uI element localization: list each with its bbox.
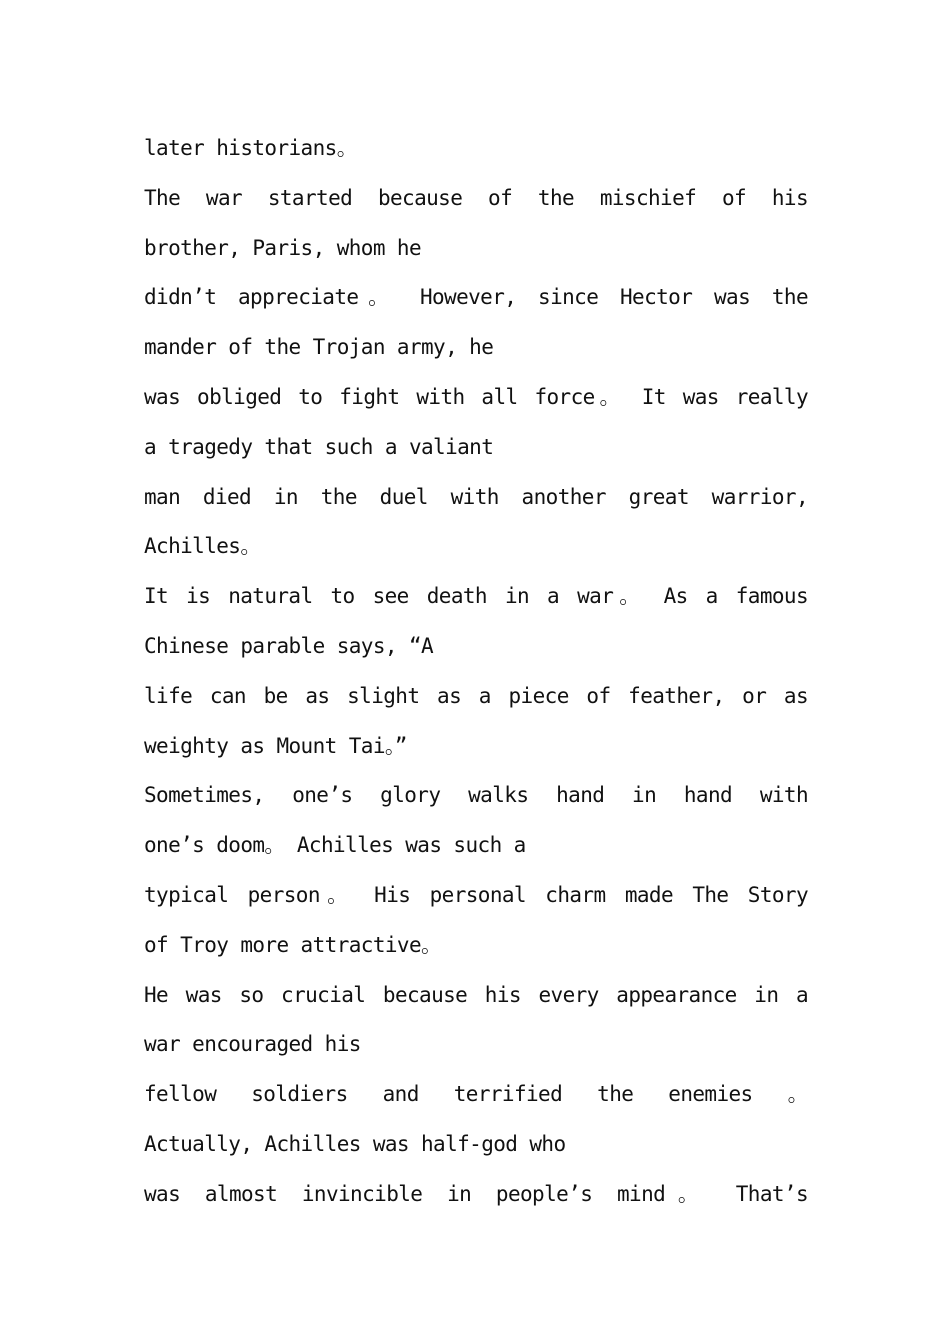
text-line: mander of the Trojan army, he — [144, 335, 494, 360]
text-line: It is natural to see death in a war。 As a famous — [144, 584, 808, 609]
text-line: weighty as Mount Tai。” — [144, 733, 407, 758]
text-line: typical person。 His personal charm made The Story — [144, 882, 808, 907]
text-line: man died in the duel with another great warrior, — [144, 484, 808, 509]
text-line: was obliged to fight with all force。 It was really — [144, 384, 808, 409]
text-line: later historians。 — [144, 136, 358, 160]
text-line: war encouraged his — [144, 1032, 361, 1057]
text-line: of Troy more attractive。 — [144, 932, 442, 957]
text-line: a tragedy that such a valiant — [144, 434, 494, 459]
text-line: didn’t appreciate。 However, since Hector was the — [144, 285, 808, 310]
text-line: Achilles。 — [144, 534, 261, 559]
text-line: brother, Paris, whom he — [144, 235, 421, 260]
text-line: The war started because of the mischief of his — [144, 185, 808, 210]
text-line: fellow soldiers and terrified the enemies 。 — [144, 1082, 808, 1107]
text-line: Chinese parable says, “A — [144, 633, 434, 658]
text-line: Sometimes, one’s glory walks hand in hand with — [144, 783, 808, 808]
body-text — [144, 124, 808, 1220]
text-line: was almost invincible in people’s mind。 That’s — [144, 1181, 808, 1206]
text-line: one’s doom。 Achilles was such a — [144, 833, 526, 858]
text-line: Actually, Achilles was half-god who — [144, 1131, 566, 1156]
text-line: He was so crucial because his every appearance in a — [144, 982, 808, 1007]
text-line: life can be as slight as a piece of feather, or as — [144, 683, 808, 708]
